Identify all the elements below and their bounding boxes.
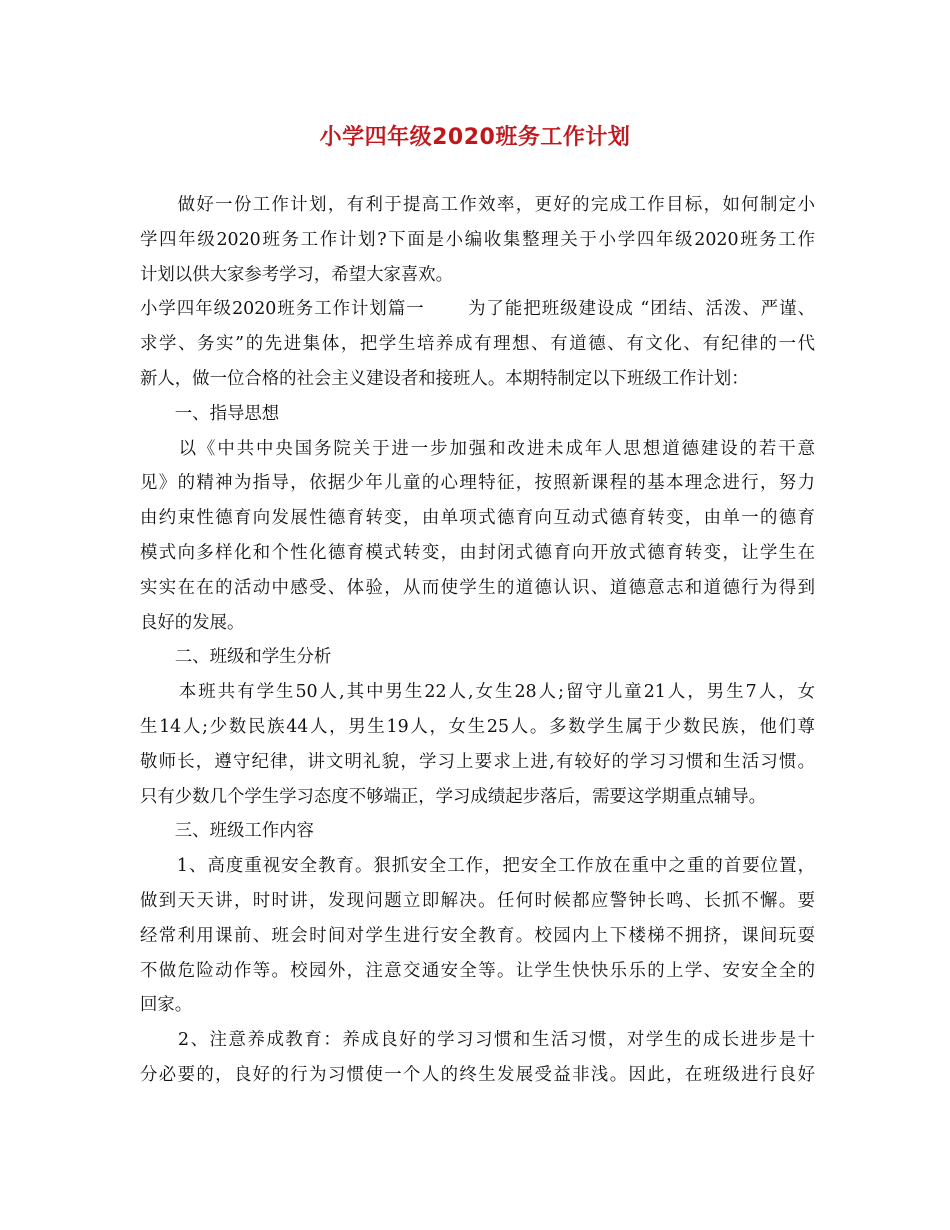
text-line: 见》的精神为指导，依据少年儿童的心理特征，按照新课程的基本理念进行，努力 [140,473,815,494]
text-line: 良好的发展。 [140,612,245,633]
text-line: 回家。 [140,995,193,1016]
text-line: 以《中共中央国务院关于进一步加强和改进未成年人思想道德建设的若干意 [140,438,815,459]
text-line: 2、注意养成教育：养成良好的学习习惯和生活习惯，对学生的成长进步是十 [140,1030,815,1051]
text-line: 做到天天讲，时时讲，发现问题立即解决。任何时候都应警钟长鸣、长抓不懈。要 [140,890,815,911]
text-line: 小学四年级2020班务工作计划篇一 为了能把班级建设成 “团结、活泼、严谨、 [140,299,815,320]
text-line: 学四年级2020班务工作计划?下面是小编收集整理关于小学四年级2020班务工作 [140,229,815,250]
text-line: 分必要的，良好的行为习惯使一个人的终生发展受益非浅。因此，在班级进行良好 [140,1064,815,1085]
text-line: 求学、务实”的先进集体，把学生培养成有理想、有道德、有文化、有纪律的一代 [140,334,815,355]
text-line: 本班共有学生50人,其中男生22人,女生28人;留守儿童21人，男生7人，女 [140,682,815,703]
text-line: 不做危险动作等。校园外，注意交通安全等。让学生快快乐乐的上学、安安全全的 [140,960,815,981]
text-line: 做好一份工作计划，有利于提高工作效率，更好的完成工作目标，如何制定小 [140,195,815,215]
text-line: 三、班级工作内容 [140,821,314,842]
text-line: 只有少数几个学生学习态度不够端正，学习成绩起步落后，需要这学期重点辅导。 [140,786,767,807]
text-line: 经常利用课前、班会时间对学生进行安全教育。校园内上下楼梯不拥挤，课间玩耍 [140,925,815,946]
text-line: 二、班级和学生分析 [140,647,332,668]
text-line: 新人，做一位合格的社会主义建设者和接班人。本期特制定以下班级工作计划： [140,368,749,389]
document-title: 小学四年级2020班务工作计划 [319,125,631,150]
text-line: 一、指导思想 [140,403,280,424]
document-body [140,188,815,1093]
text-line: 实实在在的活动中感受、体验，从而使学生的道德认识、道德意志和道德行为得到 [140,577,815,598]
text-line: 生14人;少数民族44人，男生19人，女生25人。多数学生属于少数民族，他们尊 [140,716,815,737]
text-line: 敬师长，遵守纪律，讲文明礼貌，学习上要求上进,有较好的学习习惯和生活习惯。 [140,751,815,772]
text-line: 由约束性德育向发展性德育转变，由单项式德育向互动式德育转变，由单一的德育 [140,508,815,529]
text-line: 1、高度重视安全教育。狠抓安全工作，把安全工作放在重中之重的首要位置， [140,856,815,877]
text-line: 计划以供大家参考学习，希望大家喜欢。 [140,264,454,285]
text-line: 模式向多样化和个性化德育模式转变，由封闭式德育向开放式德育转变，让学生在 [140,542,815,563]
